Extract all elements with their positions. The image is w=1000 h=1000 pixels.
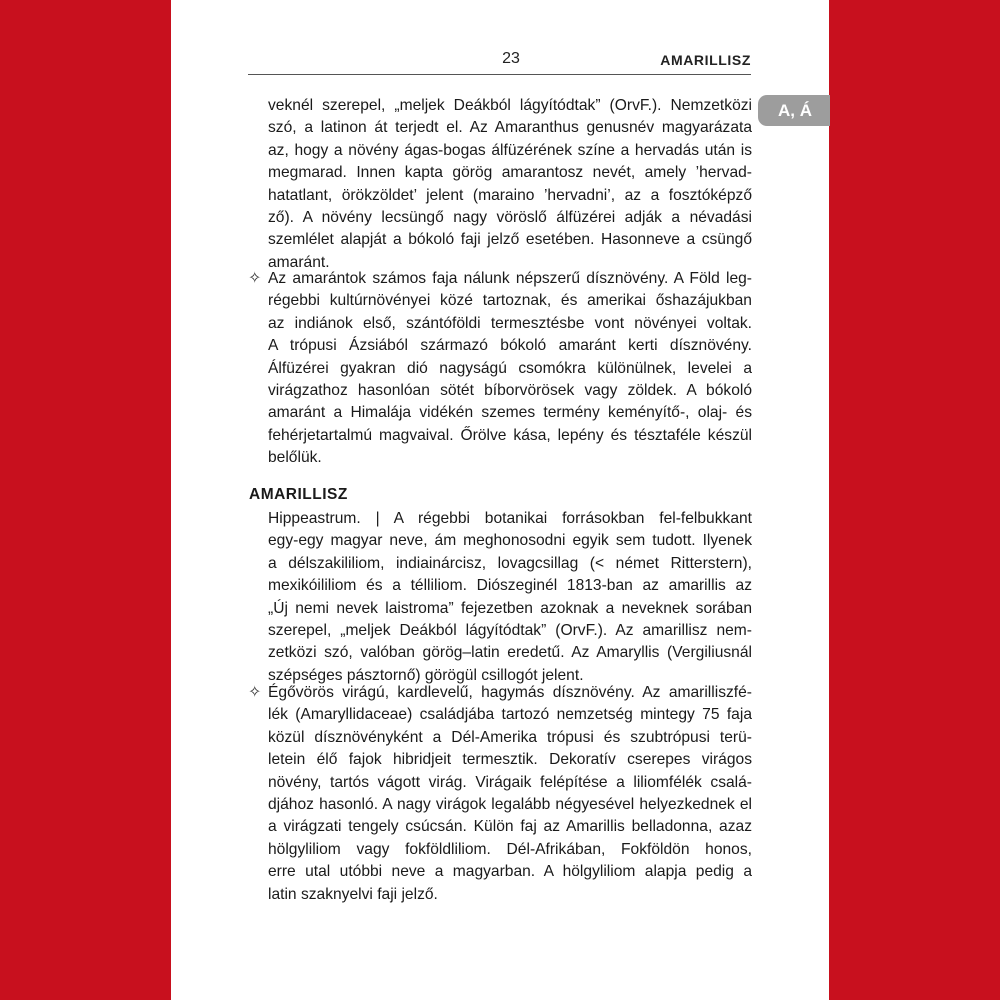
text-line: djához hasonló. A nagy virágok legalább négyesével helyezkednek el bbox=[268, 795, 752, 813]
text-line: amaránt. bbox=[268, 253, 330, 271]
text-line: szerepel, „meljek Deákból lágyítódtak” (OrvF.). Az amarillisz nem- bbox=[268, 621, 752, 639]
text-line: amaránt a Himalája vidékén szemes termény keményítő-, olaj- és bbox=[268, 404, 752, 422]
text-line: A trópusi Ázsiából származó bókoló amaránt kerti dísznövény. bbox=[268, 337, 752, 355]
text-line: belőlük. bbox=[268, 449, 322, 467]
paragraph-amarillisz-etymology bbox=[268, 508, 752, 687]
text-line: a virágzati tengely csúcsán. Külön faj az Amarillis belladonna, azaz bbox=[268, 818, 752, 836]
paragraph-amarant-etymology bbox=[268, 95, 752, 274]
running-title: AMARILLISZ bbox=[660, 52, 751, 68]
page-number: 23 bbox=[502, 50, 520, 67]
text-line: megmarad. Innen kapta görög amarantosz nevét, amely ’hervad- bbox=[268, 164, 752, 182]
text-line: ző). A növény lecsüngő nagy vöröslő álfüzérei adják a névadási bbox=[268, 208, 752, 226]
text-line: hatatlant, örökzöldet’ jelent (maraino ’hervadni’, az a fosztóképző bbox=[268, 186, 752, 204]
text-line: növény, tartós vágott virág. Virágaik felépítése a liliomfélék csalá- bbox=[268, 773, 752, 791]
text-line: szemlélet alapját a bókoló faji jelző esetében. Hasonneve a csüngő bbox=[268, 231, 752, 249]
text-line: régebbi kultúrnövényei közé tartoznak, és amerikai őshazájukban bbox=[268, 292, 752, 310]
text-line: virágzathoz hasonlóan sötét bíborvörösek vagy zöldek. A bókoló bbox=[268, 381, 752, 399]
bullet-diamond-icon: ✧ bbox=[248, 684, 262, 701]
paragraph-amarant-description bbox=[268, 268, 752, 470]
bullet-diamond-icon: ✧ bbox=[248, 270, 262, 287]
text-line: „Új nemi nevek laistroma” fejezetben azoknak a neveknek sorában bbox=[268, 599, 752, 617]
text-line: letein élő fajok hibridjeit termesztik. Dekoratív cserepes virágos bbox=[268, 751, 752, 769]
text-line: hölgyliliom vagy fokföldliliom. Dél-Afrikában, Fokföldön honos, bbox=[268, 840, 752, 858]
text-line: veknél szerepel, „meljek Deákból lágyítódtak” (OrvF.). Nemzetközi bbox=[268, 97, 752, 114]
text-line: mexikóililiom és a télliliom. Diószeginél 1813-ban az amarillis az bbox=[268, 577, 752, 595]
text-line: Álfüzérei gyakran dió nagyságú csomókra különülnek, levelei a bbox=[268, 359, 752, 377]
text-line: latin szaknyelvi faji jelző. bbox=[268, 885, 438, 903]
text-line: fehérjetartalmú magvaival. Őrölve kása, lepény és tésztaféle készül bbox=[268, 426, 752, 444]
text-line: zetközi szó, valóban görög–latin eredetű. Az Amaryllis (Vergiliusnál bbox=[268, 644, 752, 662]
text-line: az indiánok első, szántóföldi termesztésbe vont növényei voltak. bbox=[268, 314, 752, 332]
text-line: az, hogy a növény ágas-bogas álfüzérének színe a hervadás után is bbox=[268, 141, 752, 159]
text-line: egy-egy magyar neve, ám meghonosodni egyik sem tudott. Ilyenek bbox=[268, 532, 752, 550]
header-rule bbox=[248, 74, 751, 75]
thumb-index-tab: A, Á bbox=[758, 95, 830, 126]
text-line: szó, a latinon át terjedt el. Az Amaranthus genusnév magyarázata bbox=[268, 119, 752, 137]
text-line: erre utal utóbbi neve a magyarban. A hölgyliliom alapja pedig a bbox=[268, 863, 752, 881]
text-line: a délszakililiom, indiainárcisz, lovagcsillag (< német Ritterstern), bbox=[268, 554, 752, 572]
paragraph-amarillisz-description bbox=[268, 682, 752, 906]
text-line: Égővörös virágú, kardlevelű, hagymás dísznövény. Az amarilliszfé- bbox=[268, 684, 752, 701]
text-line: lék (Amaryllidaceae) családjába tartozó nemzetség mintegy 75 faja bbox=[268, 706, 752, 724]
text-line: közül dísznövényként a Dél-Amerika trópusi és szubtrópusi terü- bbox=[268, 728, 752, 746]
text-line: szépséges pásztornő) görögül csillogót jelent. bbox=[268, 666, 584, 684]
text-line: Hippeastrum. | A régebbi botanikai forrásokban fel-felbukkant bbox=[268, 510, 752, 527]
text-line: Az amarántok számos faja nálunk népszerű dísznövény. A Föld leg- bbox=[268, 270, 752, 287]
entry-heading: AMARILLISZ bbox=[249, 486, 348, 503]
